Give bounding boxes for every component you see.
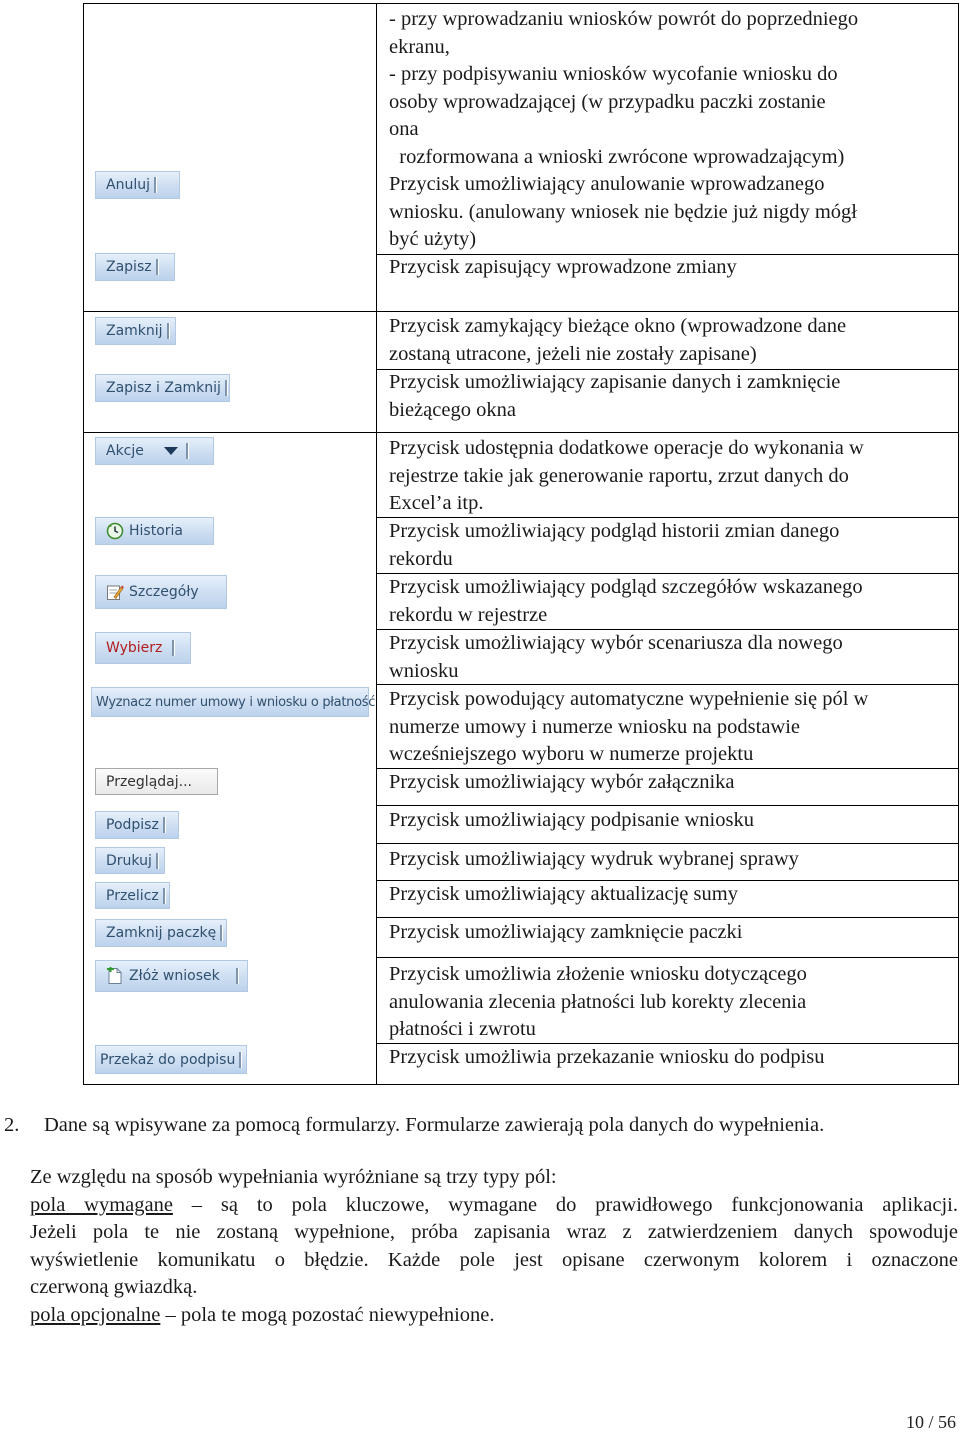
row-description: Przycisk zamykający bieżące okno (wprowadzone dane zostaną utracone, jeżeli nie zostały zapisane) (389, 315, 847, 365)
assign-number-button[interactable]: Wyznacz numer umowy i wniosku o płatność (91, 687, 369, 717)
button-separator (167, 323, 169, 339)
column-divider (376, 4, 377, 1084)
section-text: Dane są wpisywane za pomocą formularzy. Formularze zawierają pola danych do wypełnienia. (44, 1114, 825, 1136)
row-description: Przycisk umożliwiający podgląd historii zmian danego rekordu (389, 520, 840, 570)
row-description: Przycisk umożliwiający zamknięcie paczki (389, 921, 743, 943)
pencil-note-icon (106, 583, 124, 601)
actions-dropdown-button[interactable]: Akcje (95, 437, 214, 465)
row-description: Przycisk umożliwiający wydruk wybranej sprawy (389, 848, 799, 870)
caret-down-icon (164, 447, 178, 455)
button-separator (163, 817, 165, 833)
button-separator (156, 259, 158, 275)
button-separator (172, 640, 174, 656)
required-fields-line: Jeżeli pola te nie zostaną wypełnione, próba zapisania wraz z zatwierdzeniem danych spowoduje (30, 1221, 958, 1243)
row-description: - przy wprowadzaniu wniosków powrót do poprzedniego ekranu, - przy podpisywaniu wniosków wycofanie wniosku do osoby wprowadzającej (w przypadku paczki zostanie ona rozformowana a wnioski zwrócone wprowadzającym) (389, 8, 859, 168)
required-fields-line: czerwoną gwiazdką. (30, 1276, 198, 1298)
print-button[interactable]: Drukuj (95, 847, 165, 874)
new-document-icon (106, 967, 124, 985)
row-description: Przycisk umożliwiający podpisanie wniosku (389, 809, 754, 831)
button-separator (163, 888, 165, 904)
button-separator (236, 968, 238, 984)
row-divider (376, 805, 958, 806)
page-number: 10 / 56 (905, 1412, 956, 1432)
button-separator (156, 853, 158, 869)
row-divider (376, 917, 958, 918)
row-divider (84, 432, 958, 433)
row-description: Przycisk umożliwiający podgląd szczegółów wskazanego rekordu w rejestrze (389, 576, 863, 626)
field-types-intro: Ze względu na sposób wypełniania wyróżniane są trzy typy pól: (30, 1166, 557, 1188)
clock-icon (106, 522, 124, 540)
recalculate-button[interactable]: Przelicz (95, 882, 170, 909)
details-button[interactable]: Szczegóły (95, 575, 227, 609)
row-divider (376, 843, 958, 844)
row-description: Przycisk zapisujący wprowadzone zmiany (389, 256, 737, 278)
history-button[interactable]: Historia (95, 517, 214, 545)
button-separator (154, 177, 156, 193)
row-description: Przycisk umożliwiający zapisanie danych i zamknięcie bieżącego okna (389, 371, 841, 421)
required-fields-line: pola wymagane – są to pola kluczowe, wymagane do prawidłowego funkcjonowania aplikacji. (30, 1193, 959, 1216)
row-description: Przycisk umożliwiający wybór scenariusza dla nowego wniosku (389, 632, 843, 682)
row-description: Przycisk umożliwiający aktualizację sumy (389, 883, 738, 905)
forward-to-sign-button[interactable]: Przekaż do podpisu (95, 1045, 247, 1074)
row-description: Przycisk umożliwiający anulowanie wprowadzanego wniosku. (anulowany wniosek nie będzie już nigdy mógł być użyty) (389, 173, 857, 250)
sign-button[interactable]: Podpisz (95, 811, 179, 839)
section-number: 2. (4, 1114, 20, 1136)
row-description: Przycisk umożliwia przekazanie wniosku do podpisu (389, 1046, 825, 1068)
close-button[interactable]: Zamknij (95, 317, 176, 345)
required-fields-line: wyświetlenie komunikatu o błędzie. Każde pole jest opisane czerwonym kolorem i oznaczone (30, 1248, 958, 1271)
close-batch-button[interactable]: Zamknij paczkę (95, 919, 227, 947)
row-description: Przycisk udostępnia dodatkowe operacje do wykonania w rejestrze takie jak generowanie raportu, zrzut danych do Excel’a itp. (389, 437, 864, 514)
optional-fields-term: pola opcjonalne (30, 1303, 161, 1326)
field-types-paragraph (30, 1164, 958, 1329)
row-description: Przycisk umożliwia złożenie wniosku dotyczącego anulowania zlecenia płatności lub korekty zlecenia płatności i zwrotu (389, 963, 807, 1040)
row-description: Przycisk umożliwiający wybór załącznika (389, 771, 735, 793)
button-separator (220, 925, 222, 941)
buttons-table (83, 3, 959, 1085)
save-button[interactable]: Zapisz (95, 253, 175, 281)
row-divider (84, 311, 958, 312)
row-divider (376, 957, 958, 958)
button-separator (186, 443, 188, 459)
button-separator (225, 380, 227, 396)
save-and-close-button[interactable]: Zapisz i Zamknij (95, 374, 230, 402)
select-button[interactable]: Wybierz (95, 632, 191, 664)
submit-application-button[interactable]: Złóż wniosek (95, 960, 248, 992)
button-separator (239, 1052, 241, 1068)
row-description: Przycisk powodujący automatyczne wypełnienie się pól w numerze umowy i numerze wniosku na podstawie wcześniejszego wyboru w numerze projektu (389, 688, 869, 765)
optional-fields-line: pola opcjonalne – pola te mogą pozostać niewypełnione. (30, 1303, 495, 1326)
required-fields-term: pola wymagane (30, 1193, 173, 1216)
cancel-button[interactable]: Anuluj (95, 171, 180, 199)
browse-button[interactable]: Przeglądaj... (95, 768, 218, 795)
